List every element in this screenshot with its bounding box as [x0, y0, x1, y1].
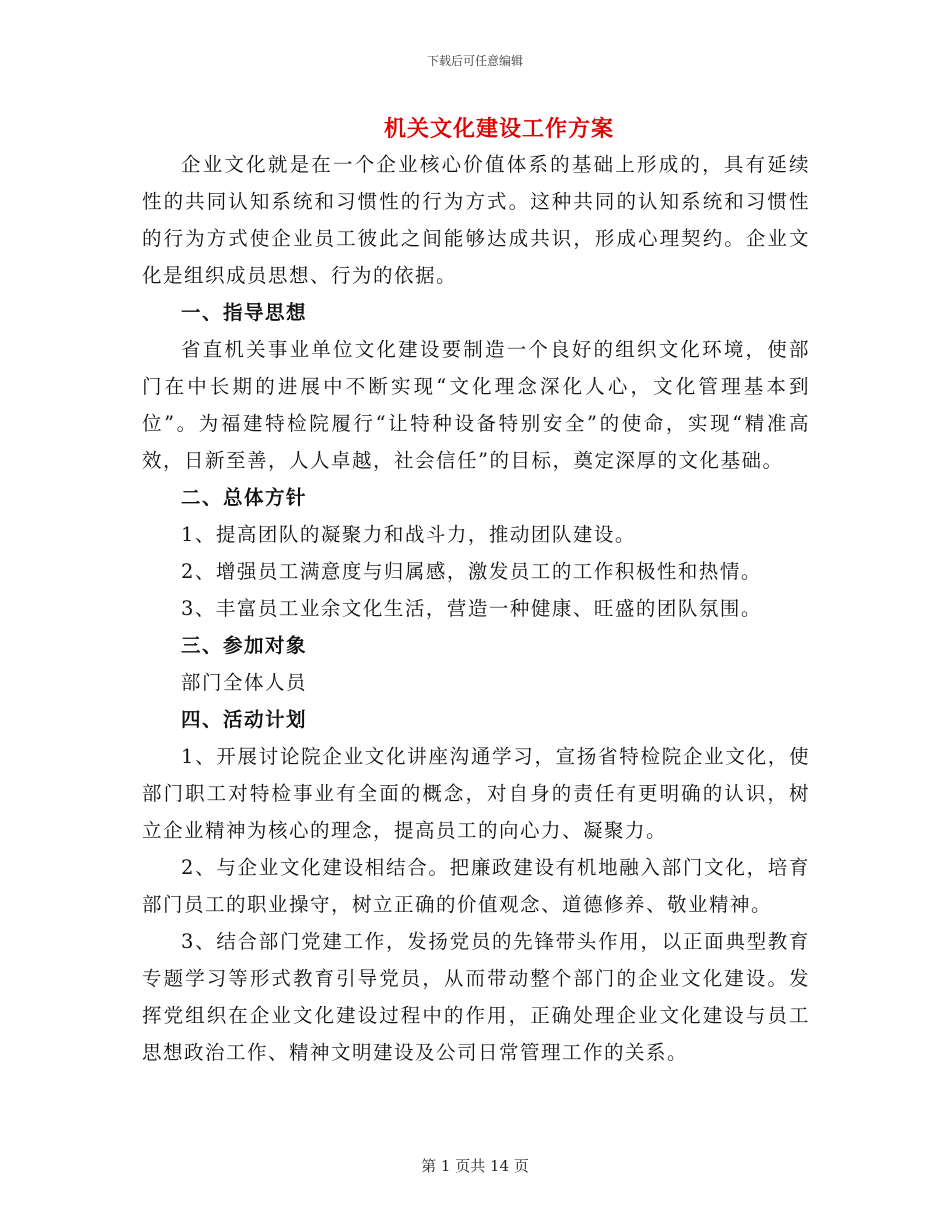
section-heading-participants: 三、参加对象: [181, 634, 308, 657]
activity-plan-item: 3、结合部门党建工作，发扬党员的先锋带头作用，以正面典型教育专题学习等形式教育引导党员，从而带动整个部门的企业文化建设。发挥党组织在企业文化建设过程中的作用，正确处理企业文化建设与员工思想政治工作、精神文明建设及公司日常管理工作的关系。: [142, 930, 810, 1064]
document-title: 机关文化建设工作方案: [383, 117, 614, 142]
section-heading-general-policy: 二、总体方针: [181, 486, 308, 509]
policy-item: 1、提高团队的凝聚力和战斗力，推动团队建设。: [181, 523, 636, 546]
intro-paragraph: 企业文化就是在一个企业核心价值体系的基础上形成的，具有延续性的共同认知系统和习惯性的行为方式。这种共同的认知系统和习惯性的行为方式使企业员工彼此之间能够达成共识，形成心理契约。企业文化是组织成员思想、行为的依据。: [142, 153, 810, 287]
document-body: [142, 146, 810, 1071]
activity-plan-item: 2、与企业文化建设相结合。把廉政建设有机地融入部门文化，培育部门员工的职业操守，树立正确的价值观念、道德修养、敬业精神。: [142, 856, 810, 916]
policy-item: 2、增强员工满意度与归属感，激发员工的工作积极性和热情。: [181, 560, 762, 583]
section-heading-guiding-ideology: 一、指导思想: [181, 301, 308, 324]
policy-item: 3、丰富员工业余文化生活，营造一种健康、旺盛的团队氛围。: [181, 597, 762, 620]
page-header-note: 下载后可任意编辑: [426, 54, 523, 68]
participants-paragraph: 部门全体人员: [181, 671, 308, 694]
activity-plan-item: 1、开展讨论院企业文化讲座沟通学习，宣扬省特检院企业文化，使部门职工对特检事业有全面的概念，对自身的责任有更明确的认识，树立企业精神为核心的理念，提高员工的向心力、凝聚力。: [142, 745, 810, 842]
section-heading-activity-plan: 四、活动计划: [181, 708, 308, 731]
guiding-ideology-paragraph: 省直机关事业单位文化建设要制造一个良好的组织文化环境，使部门在中长期的进展中不断实现“文化理念深化人心，文化管理基本到位”。为福建特检院履行“让特种设备特别安全”的使命，实现“精准高效，日新至善，人人卓越，社会信任”的目标，奠定深厚的文化基础。: [142, 338, 810, 472]
page-number: 第 1 页共 14 页: [421, 1157, 529, 1175]
